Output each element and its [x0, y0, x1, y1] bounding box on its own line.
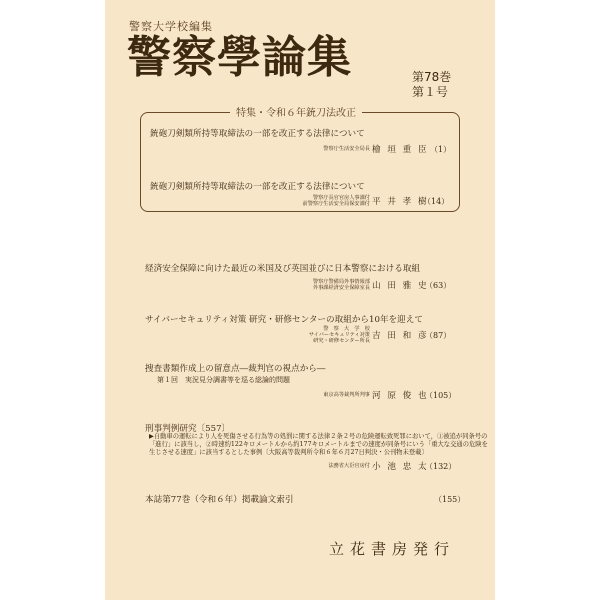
article-3-affiliation: 東京高等裁判所判事 — [323, 392, 370, 398]
case-study-title: 刑事判例研究〔557〕 — [145, 424, 231, 434]
feature-article-2-page: （14） — [423, 197, 450, 206]
case-study-author: 小 池 忠 太 — [372, 462, 429, 472]
article-3-subtitle: 第１回 実況見分調書等を巡る総論的問題 — [157, 376, 290, 384]
feature-title: 特集・令和６年銃刀法改正 — [230, 104, 362, 119]
article-2-affiliation: 警 察 大 学 校 サイバーセキュリティ対策 研究・研修センター所長 — [308, 326, 370, 344]
article-3-author: 河 原 俊 也 — [372, 391, 429, 401]
article-2-author: 吉 田 和 彦 — [372, 331, 429, 341]
publisher: 立花書房発行 — [329, 540, 456, 558]
article-3-page: （105） — [425, 391, 457, 400]
article-3-title: 捜査書類作成上の留意点―裁判官の視点から― — [145, 364, 326, 374]
feature-article-2-affiliation: 警察庁長官官房人事課付 前警察庁生活安全局保安課付 — [302, 195, 370, 207]
feature-article-1-title: 銃砲刀剣類所持等取締法の一部を改正する法律について — [150, 129, 365, 139]
case-study-page: （132） — [425, 462, 457, 471]
index-entry-page: （155） — [434, 495, 466, 504]
feature-article-1-affiliation: 警察庁生活安全局長 — [323, 146, 370, 152]
volume-issue — [412, 70, 451, 100]
article-1-title: 経済安全保障に向けた最近の米国及び英国並びに日本警察における取組 — [145, 264, 421, 274]
article-1-affiliation: 警察庁警備局外事情報部 外事課経済安全保障室長 — [312, 279, 370, 291]
feature-article-1-author: 檜 垣 重 臣 — [372, 145, 429, 155]
article-2-title: サイバーセキュリティ対策 研究・研修センターの取組から10年を迎えて — [145, 315, 423, 325]
magazine-cover — [105, 0, 495, 600]
article-2-page: （87） — [425, 331, 452, 340]
index-entry-title: 本誌第77巻（令和６年）掲載論文索引 — [145, 495, 294, 505]
article-1-page: （63） — [425, 281, 452, 290]
magazine-title: 警察學論集 — [127, 32, 352, 83]
feature-article-2-author: 平 井 孝 樹 — [372, 197, 429, 207]
case-study-note: ▶自動車の運転により人を死傷させる行為等の処罰に関する法律２条２号の危険運転致死罪において，①被追が同条号の 「進行」に該当し，②時速約122キロメートルから約177キロメートルまでの速度が同条号にいう「重大な交通の危険を 生じさせる速度」に該当するとした事例〔大阪高等裁判所令和６年６月27日判決・公刊物未登載〕 — [149, 433, 488, 456]
case-study-affiliation: 法務省大臣官房付 — [328, 463, 370, 469]
editor-label: 警察大学校編集 — [129, 20, 213, 33]
issue-number: 第１号 — [412, 85, 449, 99]
volume-number: 第78巻 — [412, 70, 452, 84]
article-1-author: 山 田 雅 史 — [372, 281, 429, 291]
feature-article-2-title: 銃砲刀剣類所持等取締法の一部を改正する法律について — [150, 182, 365, 192]
feature-article-1-page: （1） — [430, 145, 452, 154]
